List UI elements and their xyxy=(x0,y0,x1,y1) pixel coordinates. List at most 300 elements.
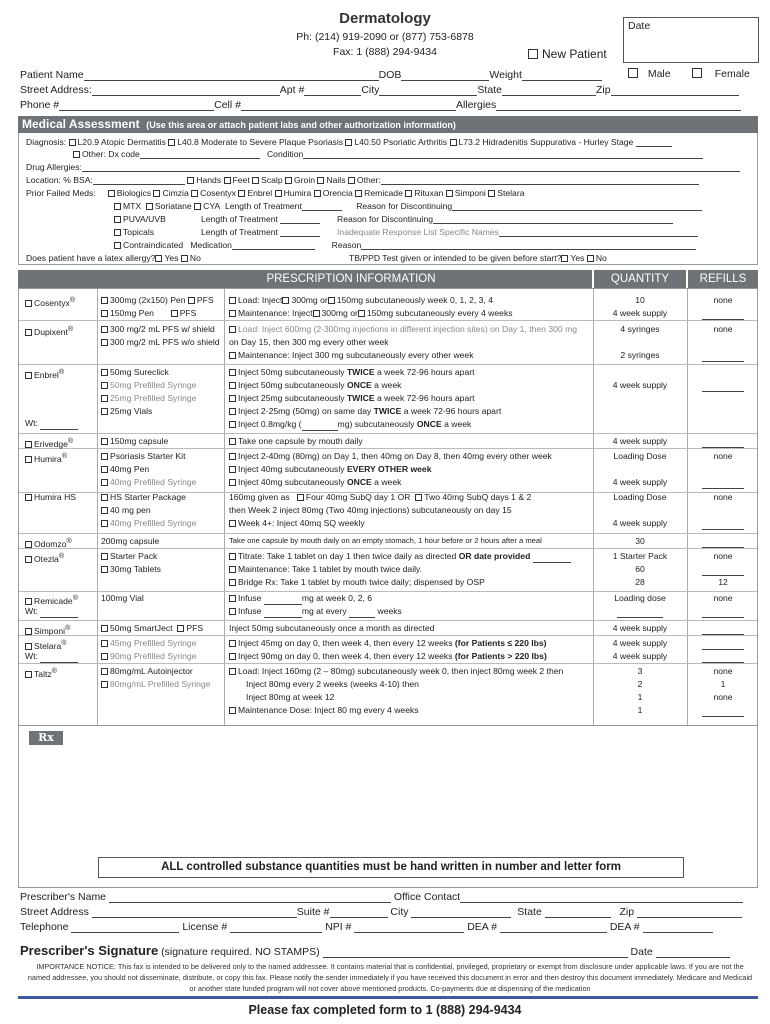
checkbox-icon[interactable] xyxy=(101,566,108,573)
quantity-value: 4 week supply xyxy=(612,308,668,318)
prescriber-zip-field[interactable] xyxy=(637,917,742,918)
loc-other-field[interactable] xyxy=(381,184,699,185)
latex-row xyxy=(26,253,201,263)
refills-field[interactable] xyxy=(687,307,759,320)
checkbox-icon[interactable] xyxy=(450,139,457,146)
checkbox-icon[interactable] xyxy=(188,297,195,304)
checkbox-icon[interactable] xyxy=(229,595,236,602)
hum-sig3[interactable] xyxy=(229,476,401,489)
wt-label: Wt: xyxy=(25,651,38,661)
ste-90[interactable] xyxy=(101,650,196,663)
prescriber-city-label: City xyxy=(390,906,409,918)
refills-field[interactable] xyxy=(687,605,759,618)
refills-field[interactable] xyxy=(687,349,759,362)
dup-noshield[interactable] xyxy=(101,336,220,349)
sig-emph: ONCE xyxy=(346,380,372,390)
drug-enbrel[interactable]: Enbrel® xyxy=(25,366,64,381)
checkbox-icon[interactable] xyxy=(155,255,162,262)
checkbox-icon[interactable] xyxy=(101,408,108,415)
checkbox-icon[interactable] xyxy=(229,352,236,359)
mtx-row xyxy=(114,201,702,211)
checkbox-icon[interactable] xyxy=(25,329,32,336)
pf-topicals: Topicals xyxy=(123,227,155,237)
prescriber-city-field[interactable] xyxy=(411,917,511,918)
pf-humira: Humira xyxy=(283,188,312,198)
ste-sig2[interactable] xyxy=(229,650,547,663)
latex-question: Does patient have a latex allergy? xyxy=(26,253,156,263)
checkbox-icon[interactable] xyxy=(101,553,108,560)
checkbox-icon[interactable] xyxy=(101,382,108,389)
checkbox-icon[interactable] xyxy=(101,395,108,402)
checkbox-icon[interactable] xyxy=(101,625,108,632)
refills-field[interactable] xyxy=(687,517,759,530)
checkbox-icon[interactable] xyxy=(488,190,495,197)
eri-cap[interactable] xyxy=(101,435,168,448)
row-divider xyxy=(19,448,757,449)
checkbox-icon[interactable] xyxy=(181,255,188,262)
sig-text: Maintenance: Inject 300 mg subcutaneously every other week xyxy=(238,350,474,360)
checkbox-icon[interactable] xyxy=(168,139,175,146)
zip-label: Zip xyxy=(595,84,611,96)
hum-starter[interactable] xyxy=(101,450,185,463)
checkbox-icon[interactable] xyxy=(25,300,32,307)
refills-field[interactable] xyxy=(687,704,759,717)
drug-stelara[interactable]: Stelara® xyxy=(25,637,67,652)
female-checkbox[interactable] xyxy=(692,68,750,80)
checkbox-icon[interactable] xyxy=(25,541,32,548)
checkbox-icon[interactable] xyxy=(194,203,201,210)
enb-25pfs[interactable] xyxy=(101,392,196,405)
license-field[interactable] xyxy=(230,932,322,933)
state-field[interactable] xyxy=(502,95,596,96)
drug-taltz[interactable]: Taltz® xyxy=(25,665,57,680)
phone-field[interactable] xyxy=(59,110,214,111)
quantity-value: 28 xyxy=(635,577,645,587)
dob-label: DOB xyxy=(378,69,402,81)
refills-field[interactable] xyxy=(687,435,759,448)
checkbox-icon[interactable] xyxy=(446,190,453,197)
hs-sig1[interactable] xyxy=(229,491,531,504)
refills-field[interactable] xyxy=(687,476,759,489)
pf-enbrel: Enbrel xyxy=(247,188,273,198)
checkbox-icon[interactable] xyxy=(229,421,236,428)
enb-sureclick[interactable] xyxy=(101,366,169,379)
medication-label: Medication xyxy=(190,240,232,250)
tal-sig1[interactable] xyxy=(229,665,563,678)
checkbox-icon[interactable] xyxy=(252,177,259,184)
refills-field[interactable] xyxy=(687,535,759,548)
sig-text: Load: Inject 160mg (2 – 80mg) subcutaneously week 0, then inject 80mg week 2 then xyxy=(238,666,564,676)
checkbox-icon[interactable] xyxy=(229,479,236,486)
ote-sig3[interactable] xyxy=(229,576,485,589)
checkbox-icon[interactable] xyxy=(146,203,153,210)
checkbox-icon[interactable] xyxy=(528,49,538,59)
enb-sig3[interactable] xyxy=(229,392,474,405)
sig-text: a week xyxy=(374,380,402,390)
reason-short-label: Reason xyxy=(331,240,362,250)
checkbox-icon[interactable] xyxy=(229,707,236,714)
drug-dupixent[interactable]: Dupixent® xyxy=(25,323,73,338)
checkbox-icon[interactable] xyxy=(114,203,121,210)
enb-sig1[interactable] xyxy=(229,366,474,379)
prescriber-name-field[interactable] xyxy=(109,902,391,903)
inadequate-field[interactable] xyxy=(499,236,698,237)
hs-pen[interactable] xyxy=(101,504,151,517)
zip-field[interactable] xyxy=(611,95,739,96)
refills-value: none xyxy=(713,492,733,502)
checkbox-icon[interactable] xyxy=(25,372,32,379)
pf-soriatane: Soriatane xyxy=(154,201,192,211)
checkbox-icon[interactable] xyxy=(108,190,115,197)
checkbox-icon[interactable] xyxy=(101,681,108,688)
city-label: City xyxy=(361,84,380,96)
enb-sig2[interactable] xyxy=(229,379,401,392)
checkbox-icon[interactable] xyxy=(229,297,236,304)
sig-text: Inject 50mg subcutaneously xyxy=(238,367,345,377)
sig-emph: TWICE xyxy=(346,393,375,403)
phone-numbers: Ph: (214) 919-2090 or (877) 753-6878 xyxy=(296,31,474,43)
checkbox-icon[interactable] xyxy=(348,177,355,184)
reason-field[interactable] xyxy=(433,223,673,224)
sig-emph: ONCE xyxy=(346,477,372,487)
suite-field[interactable] xyxy=(330,917,388,918)
checkbox-icon[interactable] xyxy=(297,494,304,501)
checkbox-icon[interactable] xyxy=(25,643,32,650)
ste-sig1[interactable] xyxy=(229,637,547,650)
checkbox-icon[interactable] xyxy=(587,255,594,262)
refills-field[interactable] xyxy=(687,563,759,576)
stelara-wt[interactable] xyxy=(25,650,78,663)
tb-question: TB/PPD Test given or intended to be given before start? xyxy=(349,253,562,263)
drug-erivedge[interactable]: Erivedge® xyxy=(25,435,73,450)
drug-name: Cosentyx xyxy=(34,297,70,308)
dx-hidradenitis: L73.2 Hidradenitis Suppurativa - Hurley Stage xyxy=(458,137,634,147)
checkbox-icon[interactable] xyxy=(415,494,422,501)
option-label: 40mg Prefilled Syringe xyxy=(110,477,197,487)
checkbox-icon[interactable] xyxy=(101,640,108,647)
checkbox-icon[interactable] xyxy=(229,369,236,376)
dup-load[interactable] xyxy=(229,323,577,336)
sig-text: weeks xyxy=(377,606,402,616)
dea-field[interactable] xyxy=(500,932,607,933)
hum-sig2[interactable] xyxy=(229,463,431,476)
refills-value: none xyxy=(713,451,733,461)
cos-maint[interactable] xyxy=(229,307,513,320)
sig-emph: ONCE xyxy=(416,419,442,429)
reason-short-field[interactable] xyxy=(361,249,696,250)
checkbox-icon[interactable] xyxy=(101,520,108,527)
checkbox-icon[interactable] xyxy=(101,438,108,445)
refills-field[interactable] xyxy=(687,650,759,663)
loc-nails: Nails xyxy=(326,175,346,185)
eri-sig[interactable] xyxy=(229,435,363,448)
checkbox-icon[interactable] xyxy=(101,466,108,473)
sig-text: Inject 25mg subcutaneously xyxy=(238,393,345,403)
checkbox-icon[interactable] xyxy=(69,139,76,146)
signature-field[interactable] xyxy=(323,957,628,958)
quantity-value: 60 xyxy=(635,564,645,574)
checkbox-icon[interactable] xyxy=(25,556,32,563)
checkbox-icon[interactable] xyxy=(229,326,236,333)
telephone-label: Telephone xyxy=(20,921,69,933)
rem-sig2[interactable] xyxy=(229,605,402,618)
checkbox-icon[interactable] xyxy=(187,177,194,184)
checkbox-icon[interactable] xyxy=(229,653,236,660)
sig-emph: OR date provided xyxy=(458,551,531,561)
checkbox-icon[interactable] xyxy=(25,671,32,678)
checkbox-icon[interactable] xyxy=(101,297,108,304)
npi-field[interactable] xyxy=(354,932,464,933)
checkbox-icon[interactable] xyxy=(101,339,108,346)
male-checkbox[interactable] xyxy=(628,68,671,80)
checkbox-icon[interactable] xyxy=(628,68,638,78)
telephone-field[interactable] xyxy=(71,932,179,933)
refills-field[interactable] xyxy=(687,379,759,392)
checkbox-icon[interactable] xyxy=(229,408,236,415)
checkbox-icon[interactable] xyxy=(229,640,236,647)
tal-auto[interactable] xyxy=(101,665,193,678)
checkbox-icon[interactable] xyxy=(25,456,32,463)
tal-pfs[interactable] xyxy=(101,678,210,691)
checkbox-icon[interactable] xyxy=(238,190,245,197)
new-patient-checkbox[interactable] xyxy=(528,47,607,61)
other-dx-field[interactable] xyxy=(140,158,260,159)
remicade-wt[interactable] xyxy=(25,605,78,618)
row-divider xyxy=(19,620,757,621)
checkbox-icon[interactable] xyxy=(101,479,108,486)
checkbox-icon[interactable] xyxy=(229,668,236,675)
prescriber-street-field[interactable] xyxy=(92,917,297,918)
option-label: 30mg Tablets xyxy=(110,564,161,574)
checkbox-icon[interactable] xyxy=(229,520,236,527)
drug-name: Taltz xyxy=(34,668,52,679)
pf-cya: CYA xyxy=(203,201,221,211)
sig-text: mg at every xyxy=(301,606,347,616)
condition-field[interactable] xyxy=(303,158,703,159)
ste-45[interactable] xyxy=(101,637,196,650)
checkbox-icon[interactable] xyxy=(229,553,236,560)
option-label: 150mg capsule xyxy=(110,436,169,446)
refills-field[interactable] xyxy=(687,637,759,650)
checkbox-icon[interactable] xyxy=(73,151,80,158)
column-divider xyxy=(97,289,98,725)
apt-field[interactable] xyxy=(304,95,361,96)
row-divider xyxy=(19,364,757,365)
patient-name-field[interactable] xyxy=(84,80,379,81)
sig-text: Take one capsule by mouth daily xyxy=(238,436,363,446)
dea-field-2[interactable] xyxy=(643,932,713,933)
enb-50pfs[interactable] xyxy=(101,379,196,392)
checkbox-icon[interactable] xyxy=(171,310,178,317)
option-label: 90mg Prefilled Syringe xyxy=(110,651,197,661)
pf-contraindicated: Contraindicated xyxy=(123,240,184,250)
checkbox-icon[interactable] xyxy=(345,139,352,146)
cos-load[interactable] xyxy=(229,294,493,307)
sig-text: a week xyxy=(444,419,472,429)
checkbox-icon[interactable] xyxy=(191,190,198,197)
checkbox-icon[interactable] xyxy=(25,598,32,605)
drug-humira[interactable]: Humira® xyxy=(25,450,67,465)
option-label: 100mg Vial xyxy=(101,593,144,603)
checkbox-icon[interactable] xyxy=(177,625,184,632)
checkbox-icon[interactable] xyxy=(229,466,236,473)
checkbox-icon[interactable] xyxy=(114,229,121,236)
checkbox-icon[interactable] xyxy=(229,453,236,460)
checkbox-icon[interactable] xyxy=(561,255,568,262)
checkbox-icon[interactable] xyxy=(355,190,362,197)
checkbox-icon[interactable] xyxy=(25,441,32,448)
form-title: Dermatology xyxy=(339,10,431,27)
checkbox-icon[interactable] xyxy=(275,190,282,197)
rx-symbol-icon: Rx xyxy=(29,731,63,745)
patient-name-label: Patient Name xyxy=(20,69,84,81)
checkbox-icon[interactable] xyxy=(101,453,108,460)
checkbox-icon[interactable] xyxy=(229,579,236,586)
ote-starter[interactable] xyxy=(101,550,157,563)
weight-field[interactable] xyxy=(522,80,602,81)
topicals-row xyxy=(114,227,154,237)
dup-maint[interactable] xyxy=(229,349,474,362)
sig-text: on Day 15, then 300 mg every other week xyxy=(229,337,389,347)
checkbox-icon[interactable] xyxy=(328,297,335,304)
tb-no: No xyxy=(595,253,607,263)
hs-sig3[interactable] xyxy=(229,517,365,530)
length-field[interactable] xyxy=(280,223,320,224)
office-contact-field[interactable] xyxy=(460,902,743,903)
option-label: 45mg Prefilled Syringe xyxy=(110,638,197,648)
sig-text: Take one capsule by mouth daily on an empty stomach, 1 hour before or 2 hours after a meal xyxy=(229,536,542,545)
checkbox-icon[interactable] xyxy=(229,608,236,615)
hum-pfs[interactable] xyxy=(101,476,196,489)
checkbox-icon[interactable] xyxy=(229,382,236,389)
allergies-label: Allergies xyxy=(455,99,497,111)
drug-name: Dupixent xyxy=(34,326,68,337)
option-label: 50mg Sureclick xyxy=(110,367,169,377)
divider-bar xyxy=(18,996,758,999)
cos-150pen[interactable] xyxy=(101,307,196,320)
checkbox-icon[interactable] xyxy=(153,190,160,197)
drug-remicade[interactable]: Remicade® xyxy=(25,592,78,607)
drug-name: Erivedge xyxy=(34,438,68,449)
puva-length xyxy=(201,214,673,224)
checkbox-icon[interactable] xyxy=(229,438,236,445)
checkbox-icon[interactable] xyxy=(282,297,289,304)
date-box[interactable] xyxy=(623,17,759,63)
cos-300pen[interactable] xyxy=(101,294,214,307)
enb-sig5[interactable] xyxy=(229,418,471,431)
contraindicated-row xyxy=(114,240,696,250)
sig-text: a week 72-96 hours apart xyxy=(377,393,475,403)
drug-humira-hs[interactable] xyxy=(25,491,76,504)
checkbox-icon[interactable] xyxy=(25,628,32,635)
checkbox-icon[interactable] xyxy=(101,326,108,333)
checkbox-icon[interactable] xyxy=(229,310,236,317)
checkbox-icon[interactable] xyxy=(692,68,702,78)
checkbox-icon[interactable] xyxy=(405,190,412,197)
option-label: Starter Pack xyxy=(110,551,158,561)
signature-date-field[interactable] xyxy=(656,957,730,958)
enb-25vial[interactable] xyxy=(101,405,152,418)
street-field[interactable] xyxy=(92,95,280,96)
sig-text: Inject 90mg on day 0, then week 4, then every 12 weeks xyxy=(238,651,453,661)
checkbox-icon[interactable] xyxy=(285,177,292,184)
pf-mtx: MTX xyxy=(123,201,142,211)
hurley-stage-field[interactable] xyxy=(636,146,672,147)
enbrel-wt[interactable] xyxy=(25,417,78,430)
checkbox-icon[interactable] xyxy=(114,216,121,223)
patient-row-3 xyxy=(20,99,741,111)
drug-otezla[interactable]: Otezla® xyxy=(25,550,64,565)
option-label: 50mg SmartJect xyxy=(110,623,173,633)
dup-shield[interactable] xyxy=(101,323,215,336)
tal-sig4[interactable] xyxy=(229,704,419,717)
hum-pen[interactable] xyxy=(101,463,149,476)
checkbox-icon[interactable] xyxy=(101,653,108,660)
date-label: Date xyxy=(628,20,651,32)
quantity-value: 10 xyxy=(635,295,645,305)
checkbox-icon[interactable] xyxy=(101,668,108,675)
checkbox-icon[interactable] xyxy=(101,310,108,317)
checkbox-icon[interactable] xyxy=(313,310,320,317)
quantity-field[interactable] xyxy=(594,605,686,618)
prior-failed-label: Prior Failed Meds: xyxy=(26,188,96,198)
hs-starter[interactable] xyxy=(101,491,186,504)
checkbox-icon[interactable] xyxy=(101,369,108,376)
drug-allergies-field[interactable] xyxy=(82,171,740,172)
refills-field[interactable] xyxy=(687,622,759,635)
length-field[interactable] xyxy=(302,210,342,211)
hum-sig1[interactable] xyxy=(229,450,552,463)
ote-tab[interactable] xyxy=(101,563,161,576)
bsa-field[interactable] xyxy=(93,184,185,185)
checkbox-icon[interactable] xyxy=(229,395,236,402)
checkbox-icon[interactable] xyxy=(114,242,121,249)
checkbox-icon[interactable] xyxy=(101,494,108,501)
checkbox-icon[interactable] xyxy=(317,177,324,184)
pf-stelara: Stelara xyxy=(497,188,525,198)
checkbox-icon[interactable] xyxy=(229,566,236,573)
refills-value: none xyxy=(713,666,733,676)
checkbox-icon[interactable] xyxy=(25,494,32,501)
prescriber-state-field[interactable] xyxy=(545,917,611,918)
quantity-value: 3 xyxy=(637,666,643,676)
ote-sig2[interactable] xyxy=(229,563,422,576)
enb-sig4[interactable] xyxy=(229,405,501,418)
rem-sig1[interactable] xyxy=(229,592,372,605)
length-field[interactable] xyxy=(280,236,320,237)
drug-odomzo[interactable]: Odomzo® xyxy=(25,535,72,550)
city-field[interactable] xyxy=(379,95,477,96)
checkbox-icon[interactable] xyxy=(358,310,365,317)
checkbox-icon[interactable] xyxy=(314,190,321,197)
checkbox-icon[interactable] xyxy=(224,177,231,184)
drug-cosentyx[interactable]: Cosentyx® xyxy=(25,294,75,309)
checkbox-icon[interactable] xyxy=(101,507,108,514)
pf-remicade: Remicade xyxy=(364,188,403,198)
ote-sig1[interactable] xyxy=(229,550,571,563)
medication-field[interactable] xyxy=(232,249,315,250)
signature-row xyxy=(20,943,730,958)
allergies-field[interactable] xyxy=(496,110,741,111)
hs-pfs[interactable] xyxy=(101,517,196,530)
cell-field[interactable] xyxy=(241,110,456,111)
reason-field[interactable] xyxy=(452,210,702,211)
sim-opts[interactable] xyxy=(101,622,203,635)
dob-field[interactable] xyxy=(401,80,489,81)
row-divider xyxy=(19,635,757,636)
sig-text: Inject 80mg every 2 weeks (weeks 4-10) then xyxy=(246,679,419,689)
drug-simponi[interactable]: Simponi® xyxy=(25,622,70,637)
